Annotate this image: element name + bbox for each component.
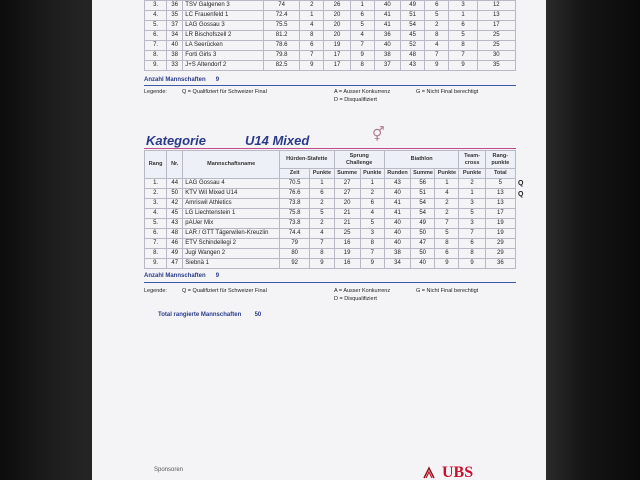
table-cell: 8 [425,31,449,41]
table-cell: 4 [425,41,449,51]
table-cell: 43 [384,179,410,189]
table-cell: 3 [360,229,384,239]
table-cell: 81.2 [263,31,299,41]
table-cell: 36 [485,259,515,269]
subheader-zeit: Zeit [280,169,310,179]
table-cell: 9 [435,259,459,269]
table-cell: 6 [360,199,384,209]
table-cell: 6 [350,11,374,21]
table-cell: 8. [145,51,167,61]
table-cell: 7 [449,51,477,61]
table-cell: 6 [459,239,485,249]
table-cell: 29 [485,239,515,249]
table-cell: 5 [310,209,334,219]
category-label: Kategorie [146,133,206,148]
table-cell: 4 [435,189,459,199]
legend-d: D = Disqualifiziert [334,296,377,302]
team-name-cell: LR Bischofszell 2 [183,31,264,41]
table-cell: 54 [411,209,435,219]
subheader-summe: Summe [334,169,360,179]
table-cell: 4 [350,31,374,41]
table-cell: 9 [350,51,374,61]
table-cell: 8 [360,239,384,249]
table-cell: 54 [401,21,425,31]
table-row [145,219,516,229]
table-cell: 1 [310,179,334,189]
legend [144,89,544,109]
table-cell: 49 [401,1,425,11]
table-cell: 7 [300,51,324,61]
qualified-mark: Q [518,180,524,187]
table-cell: 19 [485,229,515,239]
team-name-cell: LC Frauenfeld 1 [183,11,264,21]
table-cell: 27 [334,179,360,189]
table-cell: 75.8 [280,209,310,219]
qualified-mark: Q [518,191,524,198]
table-row [145,249,516,259]
table-cell: 42 [167,199,183,209]
table-cell: 43 [167,219,183,229]
table-cell: 46 [167,239,183,249]
table-cell: 21 [334,219,360,229]
team-name-cell: LAG Gossau 3 [183,21,264,31]
team-count-value: 9 [215,77,220,83]
table-cell: 26 [324,1,350,11]
table-cell: 7. [145,41,167,51]
table-cell: 73.8 [280,219,310,229]
team-name-cell: Amriswil Athletics [183,199,280,209]
table-cell: 1 [435,179,459,189]
table-row [145,209,516,219]
table-row [145,189,516,199]
table-cell: 13 [477,11,515,21]
team-name-cell: TSV Galgenen 3 [183,1,264,11]
table-row [145,21,516,31]
table-cell: 38 [374,51,400,61]
header-sprung: Sprung Challenge [334,151,384,169]
team-count-label: Anzahl Mannschaften [144,273,206,279]
table-cell: 2 [425,21,449,31]
table-cell: 5. [145,21,167,31]
table-cell: 38 [384,249,410,259]
table-cell: 92 [280,259,310,269]
table-cell: 21 [334,209,360,219]
table-cell: 4 [360,209,384,219]
table-cell: 73.8 [280,199,310,209]
ubs-logo: UBS [442,464,474,480]
table-cell: 36 [374,31,400,41]
table-cell: 9 [300,61,324,71]
table-cell: 7 [310,239,334,249]
table-cell: 3 [449,1,477,11]
table-cell: 5 [425,11,449,21]
table-cell: 8 [435,239,459,249]
table-cell: 49 [411,219,435,229]
header-rang: Rang [145,151,167,179]
table-cell: 40 [411,259,435,269]
team-name-cell: LG Liechtenstein 1 [183,209,280,219]
table-cell: 9 [459,259,485,269]
monitor-bezel-left [0,0,92,480]
table-cell: 44 [167,179,183,189]
table-row [145,11,516,21]
table-row [145,41,516,51]
u14-mixed-section [144,150,544,318]
header-huerden: Hürden-Stafette [280,151,334,169]
table-cell: 40 [384,239,410,249]
table-cell: 6. [145,229,167,239]
table-cell: 4 [310,229,334,239]
table-cell: 7 [360,249,384,259]
legend-q: Q = Qualifiziert für Schweizer Final [182,288,267,294]
team-name-cell: LAG Gossau 4 [183,179,280,189]
table-cell: 7 [435,219,459,229]
previous-results-table [144,0,516,71]
table-cell: 34 [384,259,410,269]
team-name-cell: pAUer Mix [183,219,280,229]
table-cell: 76.6 [280,189,310,199]
table-cell: 8 [350,61,374,71]
table-cell: 19 [324,41,350,51]
table-cell: 9 [449,61,477,71]
table-cell: 27 [334,189,360,199]
header-rangpunkte: Rang-punkte [485,151,515,169]
table-cell: 41 [384,199,410,209]
team-name-cell: LA Seerücken [183,41,264,51]
table-cell: 3 [459,199,485,209]
table-cell: 3 [459,219,485,229]
table-cell: 45 [167,209,183,219]
subheader-punkte: Punkte [459,169,485,179]
table-cell: 25 [477,31,515,41]
legend-g: G = Nicht Final berechtigt [416,288,479,294]
table-cell: 1 [459,189,485,199]
header-name: Mannschaftsname [183,151,280,179]
table-cell: 5. [145,219,167,229]
table-cell: 1 [360,179,384,189]
table-cell: 25 [334,229,360,239]
table-cell: 72.4 [263,11,299,21]
table-cell: 52 [401,41,425,51]
table-cell: 3. [145,199,167,209]
table-cell: 2 [459,179,485,189]
table-cell: 48 [401,51,425,61]
table-cell: 50 [167,189,183,199]
table-cell: 54 [411,199,435,209]
table-cell: 6 [300,41,324,51]
table-cell: 4. [145,11,167,21]
table-cell: 1 [300,11,324,21]
table-cell: 9. [145,259,167,269]
table-cell: 2 [310,199,334,209]
table-cell: 13 [485,189,515,199]
table-cell: 8 [449,41,477,51]
table-cell: 5 [360,219,384,229]
table-cell: 6. [145,31,167,41]
table-cell: 34 [167,31,183,41]
table-cell: 7 [350,41,374,51]
table-cell: 9 [360,259,384,269]
table-cell: 82.5 [263,61,299,71]
subheader-punkte: Punkte [435,169,459,179]
table-cell: 20 [324,31,350,41]
table-cell: 70.5 [280,179,310,189]
table-cell: 8 [300,31,324,41]
table-cell: 40 [167,41,183,51]
table-cell: 4. [145,209,167,219]
table-cell: 5 [435,229,459,239]
table-cell: 50 [411,249,435,259]
table-cell: 74 [263,1,299,11]
ubs-keys-icon [422,466,436,480]
category-name: U14 Mixed [245,133,310,148]
table-cell: 2 [310,219,334,229]
table-cell: 40 [374,1,400,11]
table-cell: 17 [324,61,350,71]
table-cell: 40 [374,41,400,51]
table-cell: 17 [324,51,350,61]
table-cell: 45 [401,31,425,41]
table-cell: 79 [280,239,310,249]
table-cell: 13 [485,199,515,209]
table-cell: 2 [435,199,459,209]
team-name-cell: J+S Altendorf 2 [183,61,264,71]
table-cell: 12 [477,1,515,11]
total-ranked-label: Total rangierte Mannschaften [158,312,242,318]
table-cell: 2 [360,189,384,199]
sponsors-label: Sponsoren [154,467,184,473]
table-cell: 41 [374,21,400,31]
table-cell: 7 [425,51,449,61]
table-cell: 40 [384,229,410,239]
team-name-cell: KTV Wil Mixed U14 [183,189,280,199]
header-biathlon: Biathlon [384,151,459,169]
table-cell: 8. [145,249,167,259]
team-name-cell: Jugi Wangen 2 [183,249,280,259]
table-cell: 1 [449,11,477,21]
table-cell: 17 [485,209,515,219]
table-cell: 25 [477,41,515,51]
table-cell: 35 [167,11,183,21]
table-cell: 20 [324,21,350,31]
legend-d: D = Disqualifiziert [334,97,377,103]
table-cell: 16 [334,239,360,249]
table-cell: 41 [374,11,400,21]
table-cell: 47 [167,259,183,269]
results-table [144,150,516,269]
table-cell: 20 [334,199,360,209]
table-cell: 6 [425,1,449,11]
subheader-summe: Summe [411,169,435,179]
legend [144,288,544,308]
table-row [145,1,516,11]
table-cell: 16 [334,259,360,269]
table-cell: 6 [449,21,477,31]
table-row [145,239,516,249]
total-ranked-value: 50 [254,312,262,318]
table-cell: 37 [167,21,183,31]
table-cell: 1 [350,1,374,11]
subheader-total: Total [485,169,515,179]
legend-a: A = Ausser Konkurrenz [334,288,391,294]
table-cell: 41 [384,209,410,219]
header-team: Team-cross [459,151,485,169]
table-row [145,229,516,239]
table-cell: 1. [145,179,167,189]
table-cell: 43 [401,61,425,71]
table-cell: 50 [411,229,435,239]
table-cell: 56 [411,179,435,189]
table-row [145,199,516,209]
table-cell: 49 [167,249,183,259]
mixed-gender-icon: ⚥ [372,126,385,142]
team-name-cell: Siebnä 1 [183,259,280,269]
results-document [92,0,546,480]
table-cell: 2 [435,209,459,219]
table-cell: 48 [167,229,183,239]
table-cell: 6 [310,189,334,199]
table-cell: 2. [145,189,167,199]
table-cell: 19 [485,219,515,229]
table-cell: 80 [280,249,310,259]
table-cell: 33 [167,61,183,71]
table-cell: 8 [459,249,485,259]
table-row [145,51,516,61]
legend-a: A = Ausser Konkurrenz [334,89,391,95]
table-cell: 74.4 [280,229,310,239]
table-cell: 9 [310,259,334,269]
legend-label: Legende: [144,288,167,294]
table-cell: 38 [167,51,183,61]
legend-q: Q = Qualifiziert für Schweizer Final [182,89,267,95]
team-name-cell: LAR / GTT Tägerwilen-Kreuzlin [183,229,280,239]
header-nr: Nr. [167,151,183,179]
table-cell: 17 [477,21,515,31]
subheader-punkte: Punkte [310,169,334,179]
table-cell: 78.6 [263,41,299,51]
table-cell: 9 [425,61,449,71]
table-cell: 75.5 [263,21,299,31]
table-cell: 5 [485,179,515,189]
table-cell: 5 [449,31,477,41]
table-cell: 7. [145,239,167,249]
category-underline [144,148,516,149]
table-cell: 37 [374,61,400,71]
table-cell: 51 [401,11,425,21]
team-name-cell: Forti Girls 3 [183,51,264,61]
team-count-value: 9 [215,273,220,279]
team-count-label: Anzahl Mannschaften [144,77,206,83]
table-row [145,61,516,71]
table-row [145,31,516,41]
table-cell: 79.8 [263,51,299,61]
table-cell: 35 [477,61,515,71]
subheader-punkte: Punkte [360,169,384,179]
table-cell: 30 [477,51,515,61]
team-name-cell: ETV Schindellegi 2 [183,239,280,249]
table-cell: 36 [167,1,183,11]
table-cell: 6 [435,249,459,259]
table-cell: 19 [334,249,360,259]
table-cell: 20 [324,11,350,21]
table-cell: 3. [145,1,167,11]
table-cell: 5 [459,209,485,219]
table-cell: 7 [459,229,485,239]
table-cell: 51 [411,189,435,199]
table-cell: 9. [145,61,167,71]
subheader-runden: Runden [384,169,410,179]
table-row [145,179,516,189]
monitor-bezel-right [546,0,640,480]
table-cell: 2 [300,1,324,11]
previous-category-section [144,0,544,109]
table-cell: 47 [411,239,435,249]
table-cell: 40 [384,189,410,199]
table-cell: 40 [384,219,410,229]
table-cell: 4 [300,21,324,31]
table-cell: 5 [350,21,374,31]
table-cell: 29 [485,249,515,259]
table-cell: 8 [310,249,334,259]
table-row [145,259,516,269]
legend-g: G = Nicht Final berechtigt [416,89,479,95]
legend-label: Legende: [144,89,167,95]
total-ranked-teams [144,312,544,318]
